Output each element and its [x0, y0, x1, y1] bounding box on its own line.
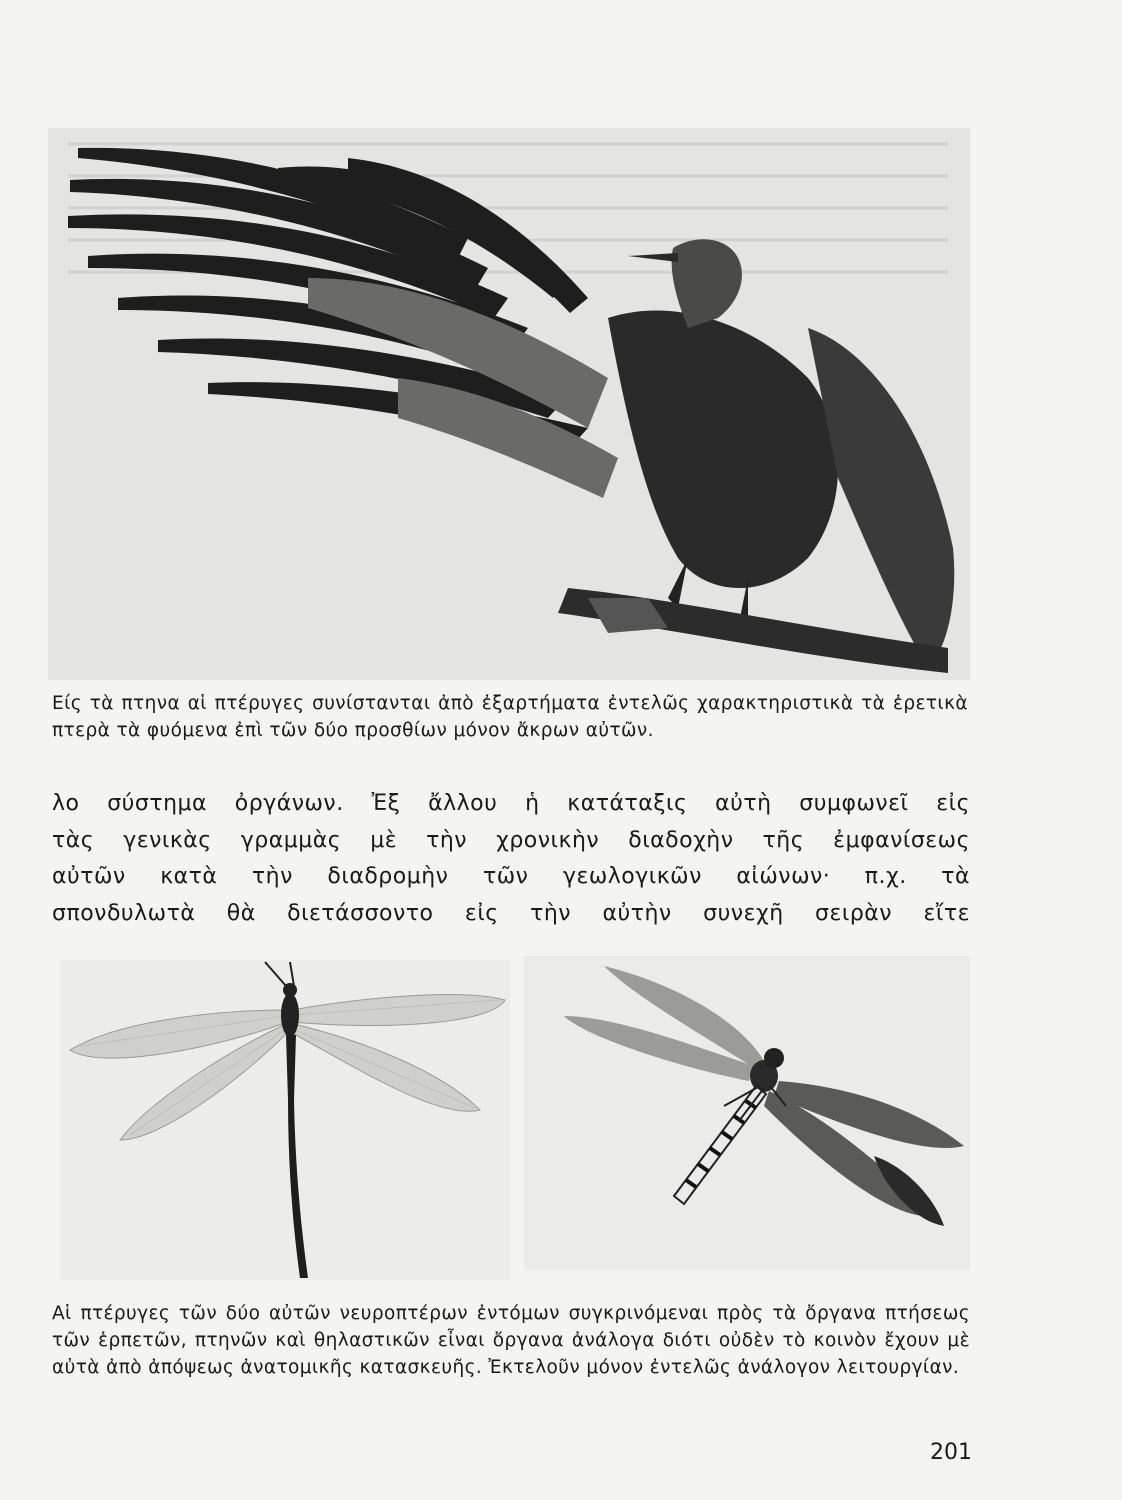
body-line: [52, 896, 970, 933]
lacewing-illustration: [60, 960, 510, 1280]
body-line: [52, 786, 970, 823]
body-paragraph: [52, 786, 970, 932]
body-line-text: λο σύστημα ὀργάνων. Ἐξ ἄλλου ἡ κατάταξις αὐτὴ συμφωνεῖ εἰς: [52, 791, 970, 816]
body-line: [52, 859, 970, 896]
bird-wing-photo: [48, 128, 970, 680]
body-line-text: σπονδυλωτὰ θὰ διετάσσοντο εἰς τὴν αὐτὴν συνεχῆ σειρὰν εἴτε: [52, 900, 970, 926]
dragonfly-illustration: [524, 956, 970, 1270]
page-number: 201: [930, 1440, 972, 1465]
body-line-text: τὰς γενικὰς γραμμὰς μὲ τὴν χρονικὴν διαδοχὴν τῆς ἐμφανίσεως: [52, 827, 970, 853]
body-line-text: αὐτῶν κατὰ τὴν διαδρομὴν τῶν γεωλογικῶν αἰώνων· π.χ. τὰ: [52, 864, 970, 889]
insect-photos-caption: Αἱ πτέρυγες τῶν δύο αὐτῶν νευροπτέρων ἐντόμων συγκρινόμεναι πρὸς τὰ ὄργανα πτήσεως τῶν ἑρπετῶν, πτηνῶν καὶ θηλαστικῶν εἶναι ὄργανα ἀνάλογα διότι οὐδὲν τὸ κοινὸν ἔχουν μὲ αὐτὰ ἀπὸ ἀπόψεως ἀνατομικῆς κατασκευῆς. Ἐκτελοῦν μόνον ἐντελῶς ἀνάλογον λειτουργίαν.: [52, 1303, 970, 1378]
lacewing-photo: [60, 960, 510, 1280]
bird-photo-caption: Είς τὰ πτηνα αἱ πτέρυγες συνίστανται ἀπὸ ἐξαρτήματα ἐντελῶς χαρακτηριστικὰ τὰ ἐρετικὰ πτερὰ τὰ φυόμενα ἐπὶ τῶν δύο προσθίων μόνον ἄκρων αὐτῶν.: [52, 693, 968, 741]
body-line: [52, 823, 970, 860]
bird-illustration: [48, 128, 970, 680]
dragonfly-photo: [524, 956, 970, 1270]
